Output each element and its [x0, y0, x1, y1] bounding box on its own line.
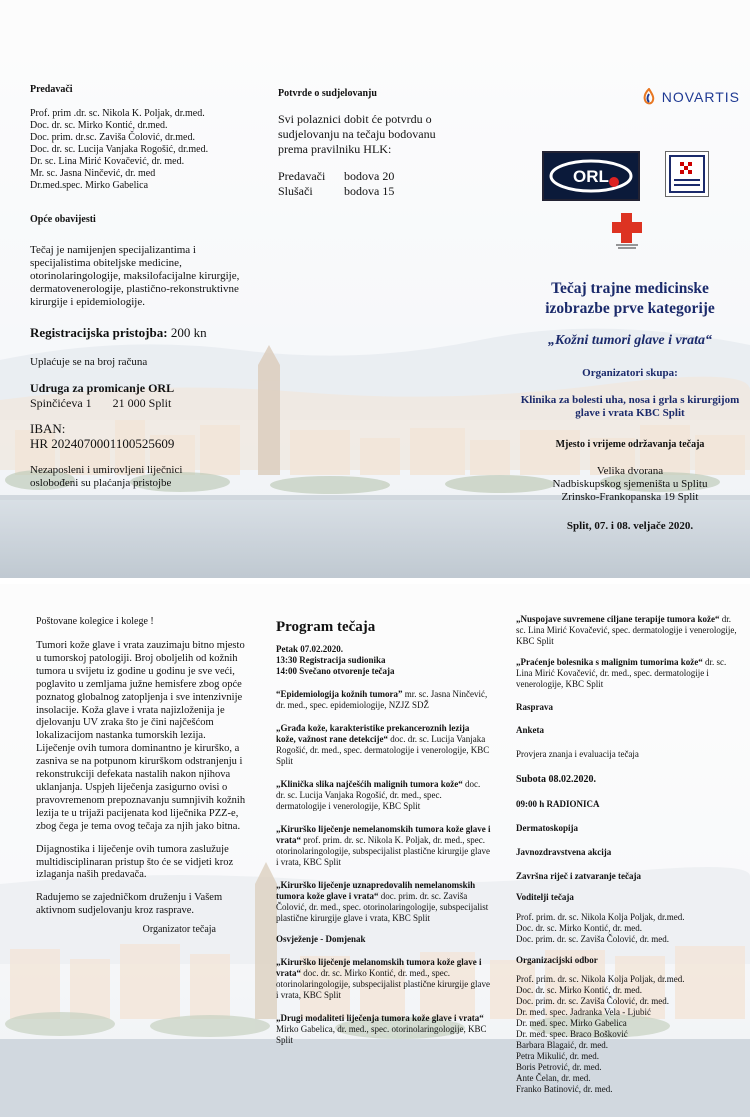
program-talk — [276, 779, 491, 812]
front-left-column — [30, 84, 245, 490]
registration-fee — [30, 325, 245, 341]
venue-heading: Mjesto i vrijeme održavanja tečaja — [555, 439, 705, 450]
lecturer-name: Dr.med.spec. Mirko Gabelica — [30, 180, 149, 191]
novartis-logo — [520, 88, 740, 106]
novartis-flame-icon — [642, 88, 656, 106]
talk-speaker: Mirko Gabelica, dr. med., spec. otorinolaringologije, KBC Split — [276, 1024, 487, 1045]
lecturer-name: Dr. sc. Lina Mirić Kovačević, dr. med. — [30, 156, 185, 167]
day2-date: Subota 08.02.2020. — [516, 774, 597, 785]
closing: Završna riječ i zatvaranje tečaja — [516, 871, 641, 881]
organizers-block — [520, 367, 740, 420]
program-talk — [516, 614, 741, 647]
talk-title: „Kirurško liječenje uznapredovalih nemelanomskih tumora kože glave i vrata“ — [276, 880, 476, 901]
greeting: Poštovane kolegice i kolege ! — [36, 616, 154, 627]
program-talk — [276, 957, 491, 1001]
program-talk — [276, 689, 491, 711]
lecturers-heading: Predavači — [30, 84, 73, 95]
talk-title: „Klinička slika najčešćih malignih tumora kože“ — [276, 779, 463, 789]
points-row — [278, 184, 468, 199]
survey: Anketa — [516, 725, 545, 735]
signature: Organizator tečaja — [142, 924, 216, 936]
talk-speaker: mr. sc. Jasna Ninčević, dr. med., spec. epidemiologije, NZJZ SDŽ — [276, 689, 488, 710]
committee-member: Petra Mikulić, dr. med. — [516, 1051, 599, 1061]
lecturer-name: Mr. sc. Jasna Ninčević, dr. med — [30, 168, 156, 179]
course-title-block — [520, 279, 740, 349]
talk-speaker: dr. sc. Lina Mirić Kovačević, dr. med., spec. dermatologije i venerologije, KBC Split — [516, 657, 727, 689]
program-talk — [276, 1013, 491, 1046]
leader-name: Prof. prim. dr. sc. Nikola Kolja Poljak, dr.med. — [516, 912, 685, 922]
points-value: bodova 20 — [344, 169, 395, 183]
talk-speaker: dr. sc. Lina Mirić Kovačević, spec. dermatologije i venerologije, KBC Split — [516, 614, 737, 646]
points-who: Slušači — [278, 184, 313, 198]
front-right-column — [520, 88, 740, 533]
novartis-name: NOVARTIS — [661, 89, 740, 105]
program-column — [276, 618, 491, 1046]
committee-list — [516, 974, 741, 1095]
front-middle-column — [278, 88, 468, 199]
lecturer-name: Doc. prim. dr.sc. Zaviša Čolović, dr.med. — [30, 132, 195, 143]
intro-paragraph-1: Tumori kože glave i vrata zauzimaju bitno mjesto u tumorskoj patologiji. Broj oboljelih od kožnih tumora u svijetu iz godine u godinu je sve veći, poglavito u zemljama južne hemisfere zbog opće poznatog globalnog zatopljenja i sve intenzivnije insolacije. Koža glave i vrata najizloženija je djelovanju UV zraka što je čini najčešćom lokalizacijom nastanka tumorskih lezija. Liječenje ovih tumora dominantno je kirurško, a zasniva se na potpunom kirurškom odstranjenju i rekonstrukciji defekata nastalih nakon njihova uklanjanja. Uspjeh liječenja zasigurno ovisi o pravovremenom prepoznavanju sumnjivih kožnih lezija te u trijaži pacijenata kod liječnika PZZ-e, zbog čega je tema ovog tečaja za njih jako bitna. — [36, 640, 246, 832]
committee-heading: Organizacijski odbor — [516, 955, 598, 965]
talk-speaker: prof. prim. dr. sc. Nikola K. Poljak, dr. med., spec. otorinolaringologije, subspecijalist plastične kirurgije glave i vrata, KBC Split — [276, 835, 491, 867]
committee-member: Dr. med. spec. Braco Bošković — [516, 1029, 628, 1039]
committee-member: Ante Čelan, dr. med. — [516, 1073, 591, 1083]
kbc-cross-logo — [610, 211, 644, 256]
orl-logo — [542, 151, 640, 201]
registration-time: 13:30 Registracija sudionika — [276, 655, 386, 665]
back-left-column — [36, 616, 246, 936]
organizers-text: Klinika za bolesti uha, nosa i grla s kirurgijom glave i vrata KBC Split — [520, 394, 740, 419]
logos-area — [520, 106, 740, 226]
talk-speaker: doc. dr. sc. Lucija Vanjaka Rogošić, dr. med., spec. dermatologije i venerologije, KBC Split — [276, 734, 490, 766]
refreshment-break: Osvježenje - Domjenak — [276, 934, 366, 944]
society-emblem-logo — [665, 151, 709, 197]
general-info-text: Tečaj je namijenjen specijalizantima i specijalistima obiteljske medicine, otorinolaringologije, maksilofacijalne kirurgije, dermatovenerologije, plastično-rekonstruktivne kirurgije i epidemiologije. — [30, 244, 240, 308]
talk-title: „Nuspojave suvremene ciljane terapije tumora kože“ — [516, 614, 720, 624]
committee-member: Franko Batinović, dr. med. — [516, 1084, 613, 1094]
committee-member: Doc. dr. sc. Mirko Kontić, dr. med. — [516, 985, 642, 995]
intro-paragraph-3: Radujemo se zajedničkom druženju i Vašem aktivnom sudjelovanju kroz rasprave. — [36, 892, 223, 917]
talk-speaker: doc. prim. dr. sc. Zaviša Čolović, dr. med., spec. otorinolaringologije, subspecijalist plastične kirurgije glave i vrata, KBC Split — [276, 891, 489, 923]
points-value: bodova 15 — [344, 184, 395, 198]
venue-line2: Nadbiskupskog sjemeništa u Splitu — [552, 478, 708, 490]
program-talk — [276, 880, 491, 924]
evaluation: Provjera znanja i evaluacija tečaja — [516, 749, 639, 759]
iban-value: HR 2024070001100525609 — [30, 436, 175, 451]
checkerboard-emblem-icon — [666, 152, 708, 196]
talk-title: „Kirurško liječenje nemelanomskih tumora kože glave i vrata“ — [276, 824, 491, 845]
lecturer-name: Doc. dr. sc. Lucija Vanjaka Rogošić, dr.med. — [30, 144, 209, 155]
iban-label: IBAN: — [30, 421, 66, 436]
talk-title: „Kirurško liječenje melanomskih tumora kože glave i vrata“ — [276, 957, 482, 978]
lecturers-list — [30, 108, 245, 192]
orl-logo-text: ORL — [573, 167, 609, 186]
committee-member: Dr. med. spec. Mirko Gabelica — [516, 1018, 627, 1028]
certificates-text: Svi polaznici dobit će potvrdu o sudjelovanju na tečaju bodovanu prema pravilniku HLK: — [278, 112, 436, 156]
leaders-heading: Voditelji tečaja — [516, 892, 574, 902]
credit-points — [278, 169, 468, 199]
venue-line3: Zrinsko-Frankopanska 19 Split — [561, 491, 699, 503]
workshop: 09:00 h RADIONICA — [516, 799, 600, 809]
program-heading: Program tečaja — [276, 619, 376, 635]
payment-note: Uplaćuje se na broj računa — [30, 356, 148, 368]
course-subtitle: „Kožni tumori glave i vrata“ — [547, 333, 713, 348]
venue-date: Split, 07. i 08. veljače 2020. — [566, 520, 694, 532]
intro-paragraph-2: Dijagnostika i liječenje ovih tumora zaslužuje multidisciplinaran pristup što će se vidjeti kroz izlaganja naših predavača. — [36, 843, 234, 881]
talk-title: „Drugi modaliteti liječenja tumora kože glave i vrata“ — [276, 1013, 484, 1023]
venue-line1: Velika dvorana — [596, 465, 664, 477]
lecturer-name: Prof. prim .dr. sc. Nikola K. Poljak, dr.med. — [30, 108, 205, 119]
exempt-note: Nezaposleni i umirovljeni liječnici oslobođeni su plaćanja pristojbe — [30, 464, 183, 489]
talk-title: “Epidemiologija kožnih tumora” — [276, 689, 403, 699]
orl-logo-graphic — [546, 155, 636, 197]
day1-date: Petak 07.02.2020. — [276, 644, 343, 654]
talk-title: „Građa kože, karakteristike prekanceroznih lezija kože, važnost rane detekcije“ — [276, 723, 470, 744]
leader-name: Doc. dr. sc. Mirko Kontić, dr. med. — [516, 923, 642, 933]
venue-block — [520, 439, 740, 533]
committee-member: Boris Petrović, dr. med. — [516, 1062, 602, 1072]
discussion: Rasprava — [516, 702, 554, 712]
program-talk — [276, 723, 491, 767]
brochure-back — [0, 584, 750, 1117]
course-title-line1: Tečaj trajne medicinske — [551, 280, 709, 297]
program-column-2 — [516, 614, 741, 1095]
leaders-list — [516, 912, 741, 945]
red-cross-icon — [610, 211, 644, 251]
committee-member: Prof. prim. dr. sc. Nikola Kolja Poljak, dr.med. — [516, 974, 685, 984]
points-row — [278, 169, 468, 184]
program-talk — [276, 824, 491, 868]
association-city: 21 000 Split — [112, 396, 172, 410]
dermatoscopy: Dermatoskopija — [516, 823, 578, 833]
program-talk — [516, 657, 741, 690]
general-info-heading: Opće obavijesti — [30, 214, 96, 225]
certificates-heading: Potvrde o sudjelovanju — [278, 88, 377, 99]
talk-title: „Praćenje bolesnika s malignim tumorima kože“ — [516, 657, 703, 667]
association-name: Udruga za promicanje ORL — [30, 381, 175, 395]
association-street: Spinčićeva 1 — [30, 396, 92, 410]
leader-name: Doc. prim. dr. sc. Zaviša Čolović, dr. med. — [516, 934, 669, 944]
fee-label: Registracijska pristojba: — [30, 325, 168, 340]
lecturer-name: Doc. dr. sc. Mirko Kontić, dr.med. — [30, 120, 168, 131]
fee-value: 200 kn — [170, 325, 207, 340]
talk-speaker: doc. dr. sc. Mirko Kontić, dr. med., spec. otorinolaringologije, subspecijalist plastične kirurgije glave i vrata, KBC Split — [276, 968, 491, 1000]
opening-time: 14:00 Svečano otvorenje tečaja — [276, 666, 395, 676]
committee-member: Doc. prim. dr. sc. Zaviša Čolović, dr. med. — [516, 996, 669, 1006]
organizers-heading: Organizatori skupa: — [582, 367, 678, 379]
public-health-action: Javnozdravstvena akcija — [516, 847, 612, 857]
points-who: Predavači — [278, 169, 326, 183]
association-address — [30, 396, 245, 411]
committee-member: Dr. med. spec. Jadranka Vela - Ljubić — [516, 1007, 652, 1017]
talk-speaker: doc. dr. sc. Lucija Vanjaka Rogošić, dr. med., spec. dermatologije i venerologije, KBC Split — [276, 779, 481, 811]
committee-member: Barbara Blagaić, dr. med. — [516, 1040, 608, 1050]
course-title-line2: izobrazbe prve kategorije — [545, 300, 715, 317]
